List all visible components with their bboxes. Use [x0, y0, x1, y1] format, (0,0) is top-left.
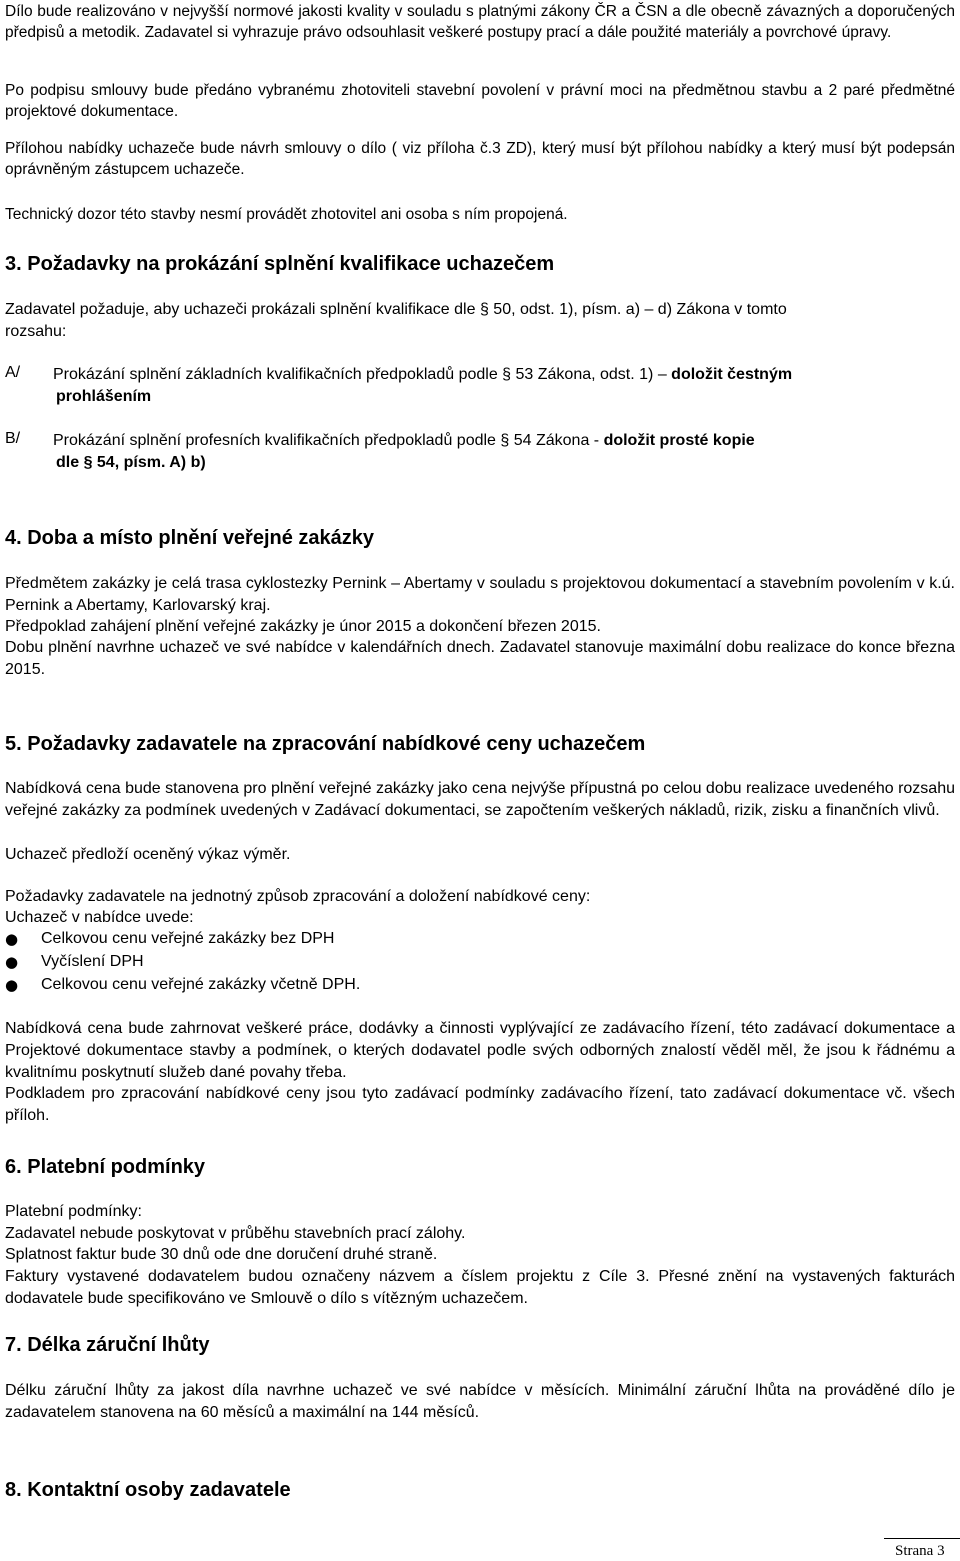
intro-paragraph-4: Technický dozor této stavby nesmí provádět zhotovitel ani osoba s ním propojená.	[5, 206, 568, 223]
section-5-paragraph-6: Podkladem pro zpracování nabídkové ceny jsou tyto zadávací podmínky zadávacího řízení, tato zadávací dokumentace vč. všech příloh.	[5, 1085, 955, 1124]
section-6-line-1: Platební podmínky:	[5, 1203, 142, 1220]
section-5-paragraph-3: Požadavky zadavatele na jednotný způsob zpracování a doložení nabídkové ceny:	[5, 888, 591, 905]
section-5-heading: 5. Požadavky zadavatele na zpracování nabídkové ceny uchazečem	[5, 733, 646, 755]
section-7-heading: 7. Délka záruční lhůty	[5, 1334, 210, 1356]
bullet-icon: ●	[5, 930, 19, 948]
section-3-heading: 3. Požadavky na prokázání splnění kvalifikace uchazečem	[5, 253, 555, 275]
section-5-paragraph-1: Nabídková cena bude stanovena pro plnění veřejné zakázky jako cena nejvýše přípustná po celou dobu realizace uvedeného rozsahu veřejné zakázky za podmínek uvedených v Zadávací dokumentaci, se započtením veškerých nákladů, rizik, zisku a finančních vlivů.	[5, 780, 955, 819]
section-4-paragraph-2: Předpoklad zahájení plnění veřejné zakázky je únor 2015 a dokončení březen 2015.	[5, 618, 601, 635]
item-a-bold-2: prohlášením	[56, 388, 152, 405]
intro-paragraph-1: Dílo bude realizováno v nejvyšší normové jakosti kvality v souladu s platnými zákony ČR a ČSN a dle obecně závazných a doporučených předpisů a metodik. Zadavatel si vyhrazuje právo odsouhlasit veškeré postupy prací a dále použité materiály a povrchové úpravy.	[5, 3, 955, 41]
list-item: Celkovou cenu veřejné zakázky bez DPH	[41, 930, 335, 947]
section-5-paragraph-2: Uchazeč předloží oceněný výkaz výměr.	[5, 846, 291, 863]
section-4-paragraph-3: Dobu plnění navrhne uchazeč ve své nabídce v kalendářních dnech. Zadavatel stanovuje maximální dobu realizace do konce března 2015.	[5, 639, 955, 678]
section-6-line-4: Faktury vystavené dodavatelem budou označeny názvem a číslem projektu z Cíle 3. Přesné znění na vystavených fakturách dodavatele bude specifikováno ve Smlouvě o dílo s vítězným uchazečem.	[5, 1268, 955, 1307]
section-6-line-3: Splatnost faktur bude 30 dnů ode dne doručení druhé straně.	[5, 1246, 438, 1263]
item-b-normal: Prokázání splnění profesních kvalifikačních předpokladů podle § 54 Zákona -	[53, 432, 600, 449]
list-item: Vyčíslení DPH	[41, 953, 144, 970]
item-a-text	[53, 364, 953, 408]
intro-paragraph-3: Přílohou nabídky uchazeče bude návrh smlouvy o dílo ( viz příloha č.3 ZD), který musí být přílohou nabídky a který musí být podepsán oprávněným zástupcem uchazeče.	[5, 140, 955, 178]
section-3-intro-line-1: Zadavatel požaduje, aby uchazeči prokázali splnění kvalifikace dle § 50, odst. 1), písm. a) – d) Zákona v tomto	[5, 301, 787, 318]
item-a-normal: Prokázání splnění základních kvalifikačních předpokladů podle § 53 Zákona, odst. 1) –	[53, 366, 667, 383]
item-b-bold: doložit prosté kopie	[603, 432, 755, 449]
bullet-icon: ●	[5, 953, 19, 971]
intro-paragraph-2: Po podpisu smlouvy bude předáno vybranému zhotoviteli stavební povolení v právní moci na předmětnou stavbu a 2 paré předmětné projektové dokumentace.	[5, 82, 955, 120]
section-5-paragraph-5: Nabídková cena bude zahrnovat veškeré práce, dodávky a činnosti vyplývající ze zadávacího řízení, této zadávací dokumentace a Projektové dokumentace stavby a podmínek, o kterých dodavatel podle svých odborných znalostí věděl měl, že jsou k řádnému a kvalitnímu poskytnutí služeb dané povahy třeba.	[5, 1020, 955, 1081]
section-6-line-2: Zadavatel nebude poskytovat v průběhu stavebních prací zálohy.	[5, 1225, 466, 1242]
bullet-icon: ●	[5, 976, 19, 994]
item-b-label: B/	[5, 430, 21, 447]
item-a-bold: doložit čestným	[671, 366, 793, 383]
footer-divider	[884, 1538, 960, 1539]
section-7-paragraph-1: Délku záruční lhůty za jakost díla navrhne uchazeč ve své nabídce v měsících. Minimální záruční lhůta na prováděné dílo je zadavatelem stanovena na 60 měsíců a maximální na 144 měsíců.	[5, 1382, 955, 1421]
section-6-heading: 6. Platební podmínky	[5, 1156, 206, 1178]
item-a-label: A/	[5, 364, 21, 381]
item-b-text	[53, 430, 953, 474]
section-4-heading: 4. Doba a místo plnění veřejné zakázky	[5, 527, 375, 549]
list-item: Celkovou cenu veřejné zakázky včetně DPH.	[41, 976, 361, 993]
page-number: Strana 3	[895, 1543, 945, 1559]
section-4-paragraph-1: Předmětem zakázky je celá trasa cyklostezky Pernink – Abertamy v souladu s projektovou dokumentací a stavebním povolením v k.ú. Pernink a Abertamy, Karlovarský kraj.	[5, 575, 955, 614]
section-3-intro-line-2: rozsahu:	[5, 323, 67, 340]
item-b-bold-2: dle § 54, písm. A) b)	[56, 454, 206, 471]
section-5-paragraph-4: Uchazeč v nabídce uvede:	[5, 909, 194, 926]
section-8-heading: 8. Kontaktní osoby zadavatele	[5, 1479, 291, 1501]
